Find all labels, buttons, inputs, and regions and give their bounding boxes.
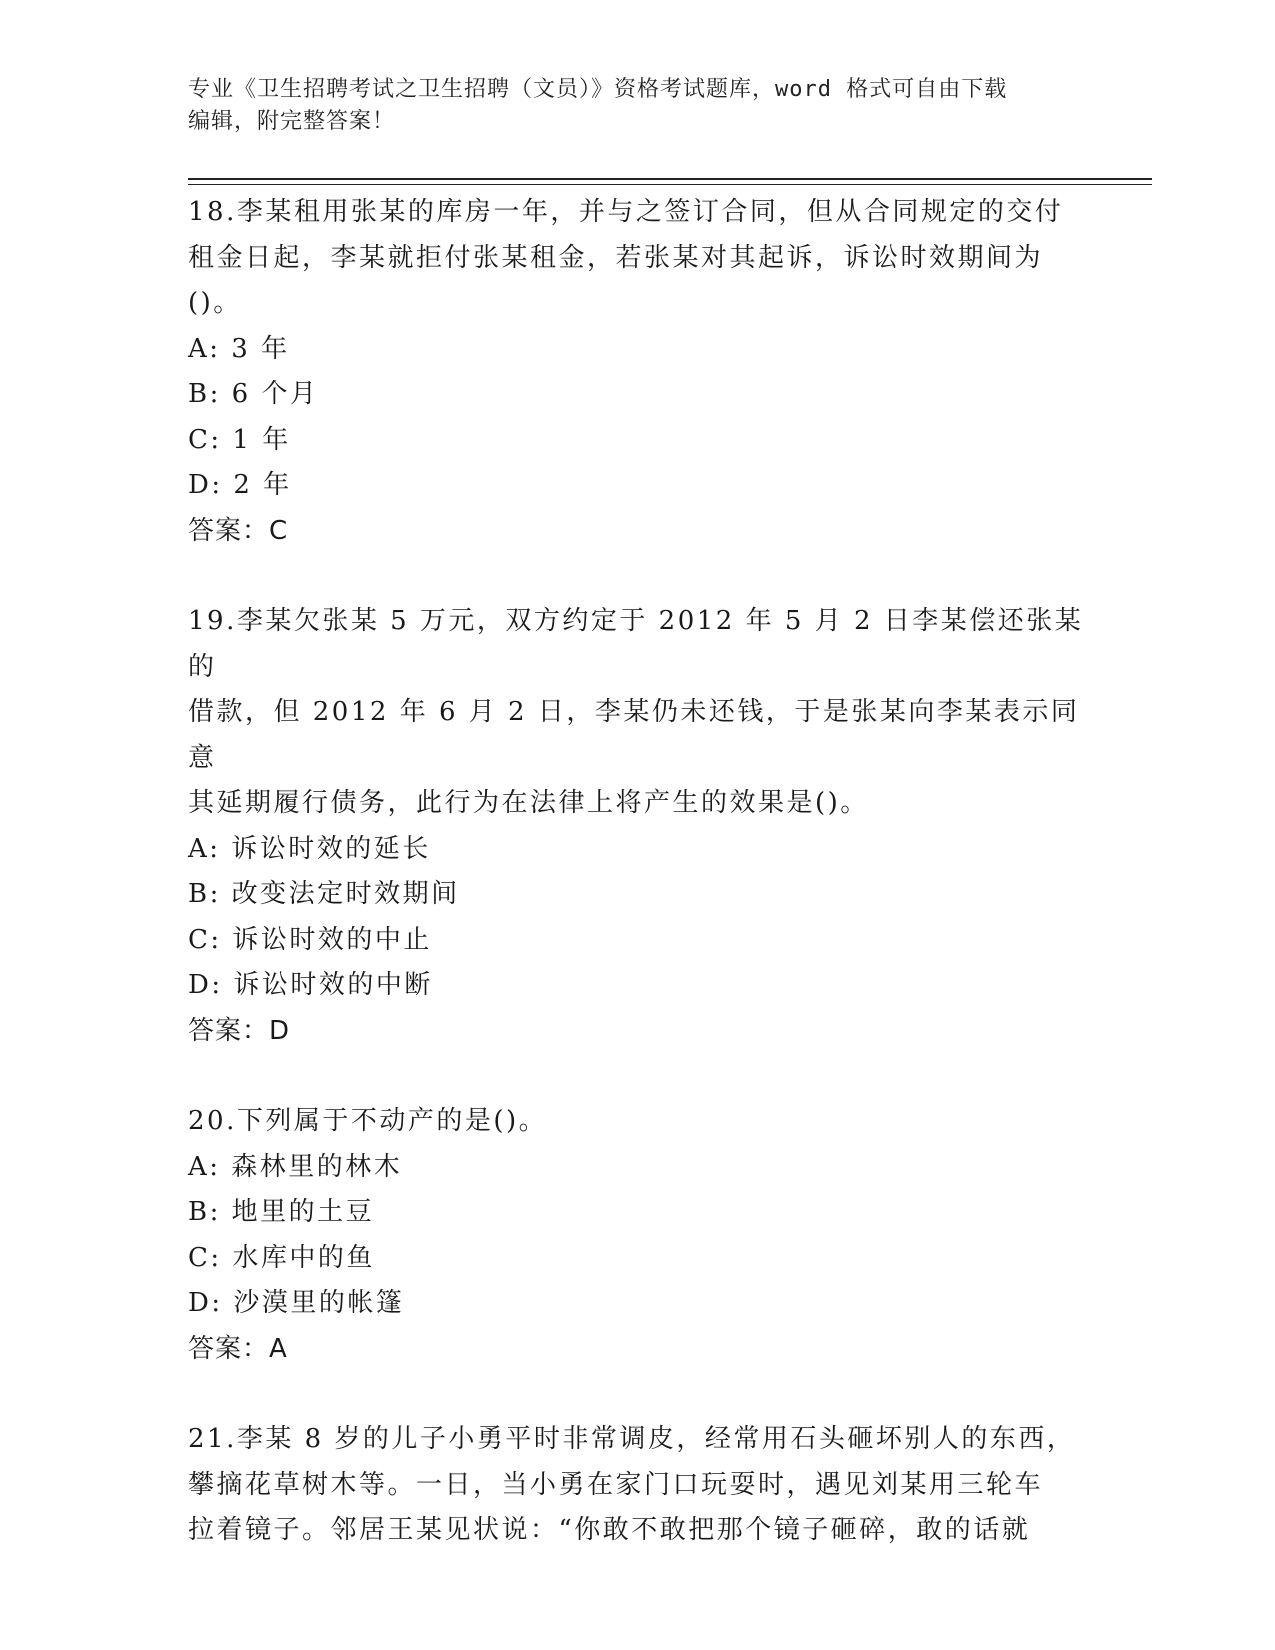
- question-19: [188, 599, 1088, 1054]
- question-stem-line: 借款，但 2012 年 6 月 2 日，李某仍未还钱，于是张某向李某表示同意: [188, 697, 1080, 773]
- question-stem-line: 21.李某 8 岁的儿子小勇平时非常调皮，经常用石头砸坏别人的东西，: [188, 1424, 1076, 1454]
- option-b: B: 6 个月: [188, 379, 319, 409]
- question-stem-line: 租金日起，李某就拒付张某租金，若张某对其起诉，诉讼时效期间为: [188, 242, 1044, 273]
- option-a: A: 3 年: [188, 333, 290, 364]
- option-c: C: 1 年: [188, 424, 291, 455]
- question-stem-line: 其延期履行债务，此行为在法律上将产生的效果是()。: [188, 788, 869, 818]
- answer: 答案：D: [188, 1015, 291, 1046]
- option-c: C: 水库中的鱼: [188, 1242, 375, 1273]
- option-d: D: 诉讼时效的中断: [188, 970, 433, 1000]
- option-d: D: 沙漠里的帐篷: [188, 1288, 405, 1318]
- question-stem-line: 18.李某租用张某的库房一年，并与之签订合同，但从合同规定的交付: [188, 197, 1064, 227]
- question-20: [188, 1099, 1088, 1372]
- question-stem-line: 20.下列属于不动产的是()。: [188, 1106, 548, 1136]
- option-d: D: 2 年: [188, 470, 292, 500]
- option-a: A: 诉讼时效的延长: [188, 833, 431, 864]
- option-a: A: 森林里的林木: [188, 1151, 403, 1182]
- question-stem-line: ()。: [188, 288, 242, 318]
- option-c: C: 诉讼时效的中止: [188, 924, 432, 955]
- question-stem-line: 19.李某欠张某 5 万元，双方约定于 2012 年 5 月 2 日李某偿还张某的: [188, 606, 1084, 682]
- question-18: [188, 190, 1088, 554]
- answer: 答案：A: [188, 1333, 288, 1364]
- question-stem-line: 攀摘花草树木等。一日，当小勇在家门口玩耍时，遇见刘某用三轮车: [188, 1469, 1044, 1500]
- option-b: B: 改变法定时效期间: [188, 879, 460, 909]
- question-21: [188, 1417, 1088, 1554]
- question-list: [188, 190, 1088, 1554]
- header-rule-thin: [188, 184, 1152, 185]
- option-b: B: 地里的土豆: [188, 1197, 375, 1227]
- document-header: [188, 74, 1088, 138]
- header-line-2: 编辑，附完整答案！: [188, 109, 396, 134]
- answer: 答案：C: [188, 515, 289, 546]
- header-rule-thick: [188, 178, 1152, 180]
- header-line-1: 专业《卫生招聘考试之卫生招聘（文员）》资格考试题库，word 格式可自由下载: [188, 77, 1008, 102]
- question-stem-line: 拉着镜子。邻居王某见状说：“你敢不敢把那个镜子砸碎，敢的话就: [188, 1515, 1031, 1545]
